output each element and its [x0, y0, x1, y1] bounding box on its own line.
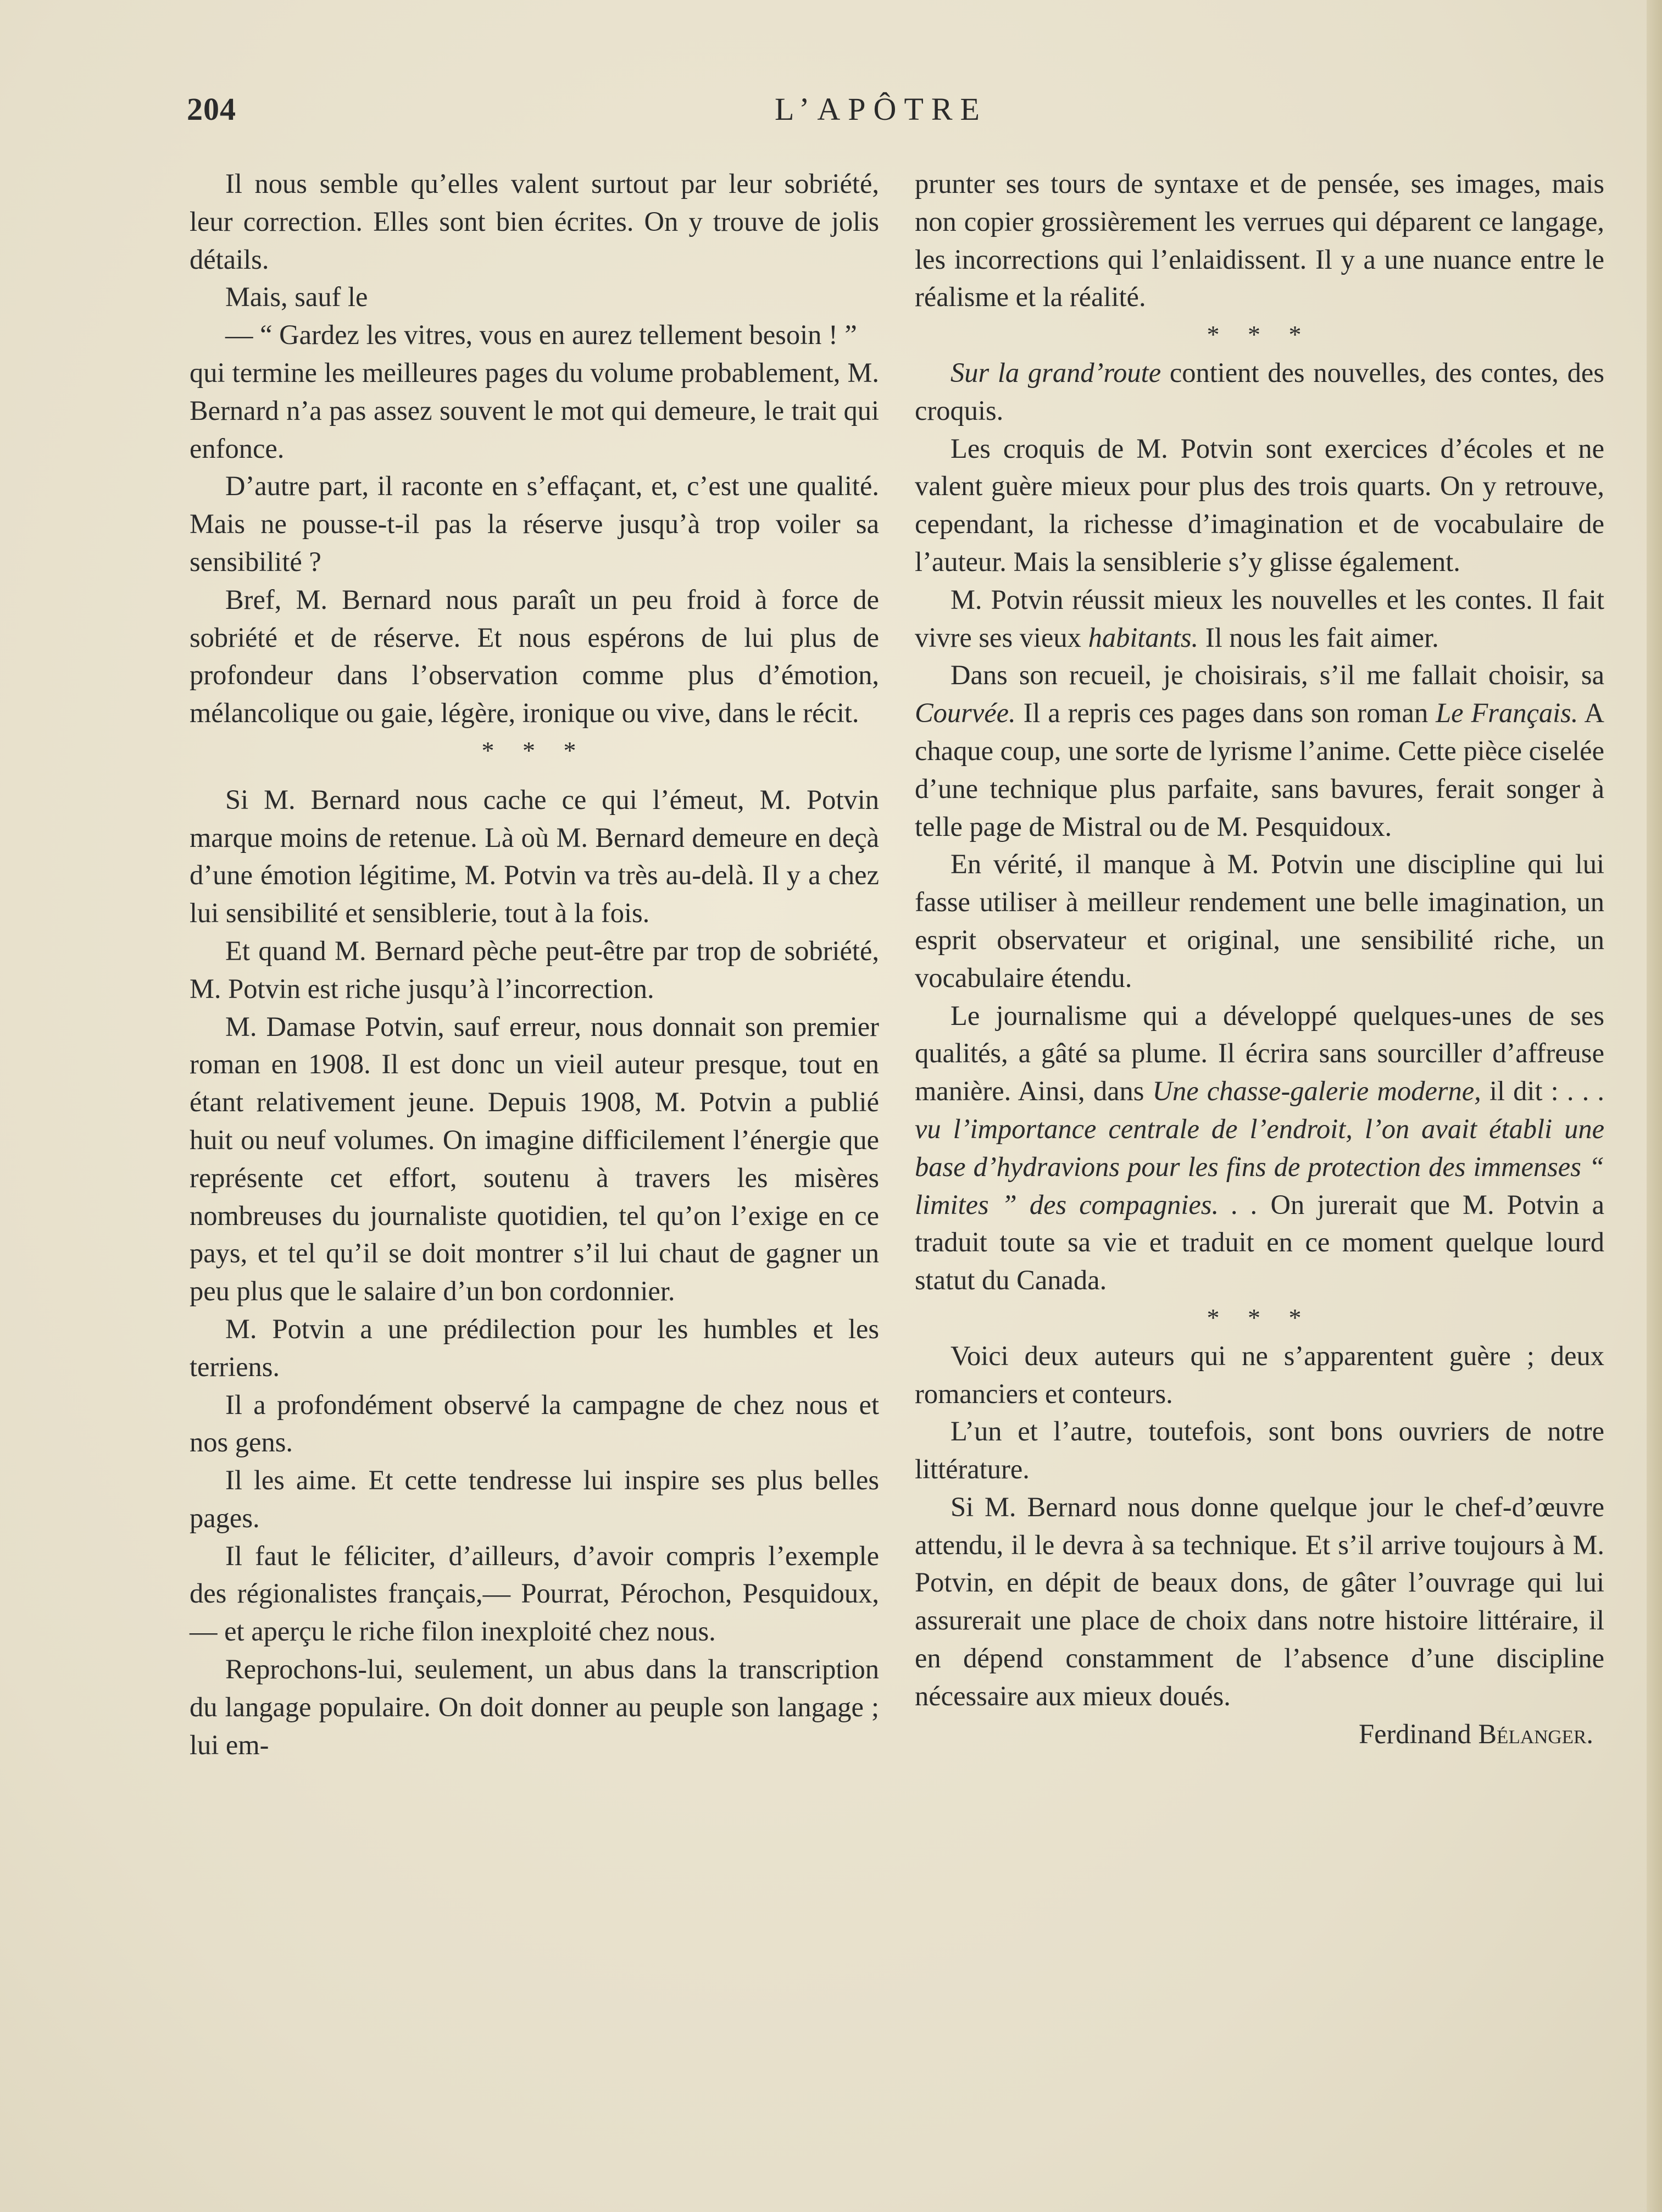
paragraph: Si M. Bernard nous donne quelque jour le chef-d’œuvre attendu, il le devra à sa technique. Et s’il arrive toujours à M. Potvin, en dépit de beaux dons, de gâter l’ouvrage qui lui assurerait une place de choix dans notre histoire littéraire, il en dépend constamment de l’absence d’une discipline nécessaire aux mieux doués.	[915, 1491, 1604, 1711]
text-run: contient des nouvelles, des contes, des croquis.	[915, 357, 1604, 426]
paragraph	[915, 656, 1604, 845]
signature-last-name: Bélanger.	[1478, 1718, 1593, 1749]
section-separator: * * *	[1207, 320, 1313, 349]
text-run: Il nous les fait aimer.	[1198, 622, 1439, 653]
right-column	[915, 165, 1604, 1753]
paragraph: Il les aime. Et cette tendresse lui inspire ses plus belles pages.	[190, 1465, 879, 1533]
paragraph: Il a profondément observé la campagne de chez nous et nos gens.	[190, 1389, 879, 1458]
paragraph: Il faut le féliciter, d’ailleurs, d’avoir compris l’exemple des régionalistes français,— Pourrat, Pérochon, Pesquidoux,— et aperçu le riche filon inexploité chez nous.	[190, 1540, 879, 1647]
paragraph: Et quand M. Bernard pèche peut-être par trop de sobriété, M. Potvin est riche jusqu’à l’incorrection.	[190, 935, 879, 1004]
paragraph: Si M. Bernard nous cache ce qui l’émeut, M. Potvin marque moins de retenue. Là où M. Bernard demeure en deçà d’une émotion légitime, M. Potvin va très au-delà. Il y a chez lui sensibilité et sensiblerie, tout à la fois.	[190, 784, 879, 929]
paragraph: M. Potvin a une prédilection pour les humbles et les terriens.	[190, 1313, 879, 1382]
author-signature	[915, 1715, 1604, 1753]
paragraph: M. Damase Potvin, sauf erreur, nous donnait son premier roman en 1908. Il est donc un vieil auteur presque, tout en étant relativement jeune. Depuis 1908, M. Potvin a publié huit ou neuf volumes. On imagine difficilement l’énergie que représente cet effort, soutenu à travers les misères nombreuses du journaliste quotidien, tel qu’on l’exige en ce pays, et tel qu’il se doit montrer s’il lui chaut de gagner un peu plus que le salaire d’un bon cordonnier.	[190, 1011, 879, 1307]
paragraph: L’un et l’autre, toutefois, sont bons ouvriers de notre littérature.	[915, 1416, 1604, 1485]
paragraph: Mais, sauf le	[225, 281, 368, 313]
paragraph	[915, 997, 1604, 1299]
text-run: Dans son recueil, je choisirais, s’il me fallait choisir, sa	[950, 659, 1604, 691]
text-run: Il a repris ces pages dans son roman	[1015, 697, 1436, 729]
paragraph: D’autre part, il raconte en s’effaçant, et, c’est une qualité. Mais ne pousse-t-il pas la réserve jusqu’à trop voiler sa sensibilité ?	[190, 470, 879, 577]
quote: — “ Gardez les vitres, vous en aurez tellement besoin ! ”	[225, 319, 857, 351]
page-edge	[1647, 0, 1662, 2212]
section-separator: * * *	[1207, 1303, 1313, 1332]
book-title: Sur la grand’route	[950, 357, 1161, 388]
paragraph: qui termine les meilleures pages du volume probablement, M. Bernard n’a pas assez souvent le mot qui demeure, le trait qui enfonce.	[190, 357, 879, 464]
signature-first-name: Ferdinand	[1358, 1718, 1478, 1749]
text-run: Le journalisme qui a développé quelques-unes de ses qualités, a gâté sa plume. Il écrira sans sourciller d’affreuse manière. Ainsi, dans	[915, 1000, 1604, 1107]
text-run: il dit : . . .	[1481, 1075, 1605, 1107]
text-run: On jurerait que M. Potvin a traduit toute sa vie et traduit en ce moment quelque lourd statut du Canada.	[915, 1189, 1604, 1296]
paragraph: Les croquis de M. Potvin sont exercices d’écoles et ne valent guère mieux pour plus des trois quarts. On y retrouve, cependant, la richesse d’imagination et de vocabulaire de l’auteur. Mais la sensiblerie s’y glisse également.	[915, 433, 1604, 577]
paragraph: Bref, M. Bernard nous paraît un peu froid à force de sobriété et de réserve. Et nous espérons de lui plus de profondeur dans l’observation comme plus d’émotion, mélancolique ou gaie, légère, ironique ou vive, dans le récit.	[190, 584, 879, 729]
paragraph	[915, 581, 1604, 657]
text-run: M. Potvin réussit mieux les nouvelles et les contes. Il fait vivre ses vieux	[915, 584, 1604, 653]
book-title: Courvée.	[915, 697, 1016, 729]
left-column	[190, 165, 879, 1764]
book-title: Une chasse-galerie moderne,	[1152, 1075, 1481, 1107]
page-number: 204	[187, 91, 236, 127]
paragraph: prunter ses tours de syntaxe et de pensée, ses images, mais non copier grossièrement les verrues qui déparent ce langage, les incorrections qui l’enlaidissent. Il y a une nuance entre le réalisme et la réalité.	[915, 168, 1604, 313]
paragraph: Il nous semble qu’elles valent surtout par leur sobriété, leur correction. Elles sont bien écrites. On y trouve de jolis détails.	[190, 168, 879, 275]
paragraph: Voici deux auteurs qui ne s’apparentent guère ; deux romanciers et conteurs.	[915, 1340, 1604, 1409]
book-title: Le Français.	[1436, 697, 1578, 729]
quotation: vu l’importance centrale de l’endroit, l’on avait établi une base d’hydravions pour les fins de protection des immenses “ limites ” des compagnies. . .	[915, 1113, 1604, 1220]
text-run: A chaque coup, une sorte de lyrisme l’anime. Cette pièce ciselée d’une technique plus parfaite, sans bavures, ferait songer à telle page de Mistral ou de M. Pesquidoux.	[915, 697, 1604, 842]
paragraph: En vérité, il manque à M. Potvin une discipline qui lui fasse utiliser à meilleur rendement une belle imagination, un esprit observateur et original, une sensibilité riche, un vocabulaire étendu.	[915, 849, 1604, 993]
paragraph: Reprochons-lui, seulement, un abus dans la transcription du langage populaire. On doit donner au peuple son langage ; lui em-	[190, 1654, 879, 1760]
running-title: L’APÔTRE	[775, 91, 987, 127]
emphasis: habitants.	[1088, 622, 1199, 653]
page-header	[187, 91, 1033, 140]
section-separator: * * *	[481, 736, 587, 764]
paragraph	[915, 354, 1604, 430]
